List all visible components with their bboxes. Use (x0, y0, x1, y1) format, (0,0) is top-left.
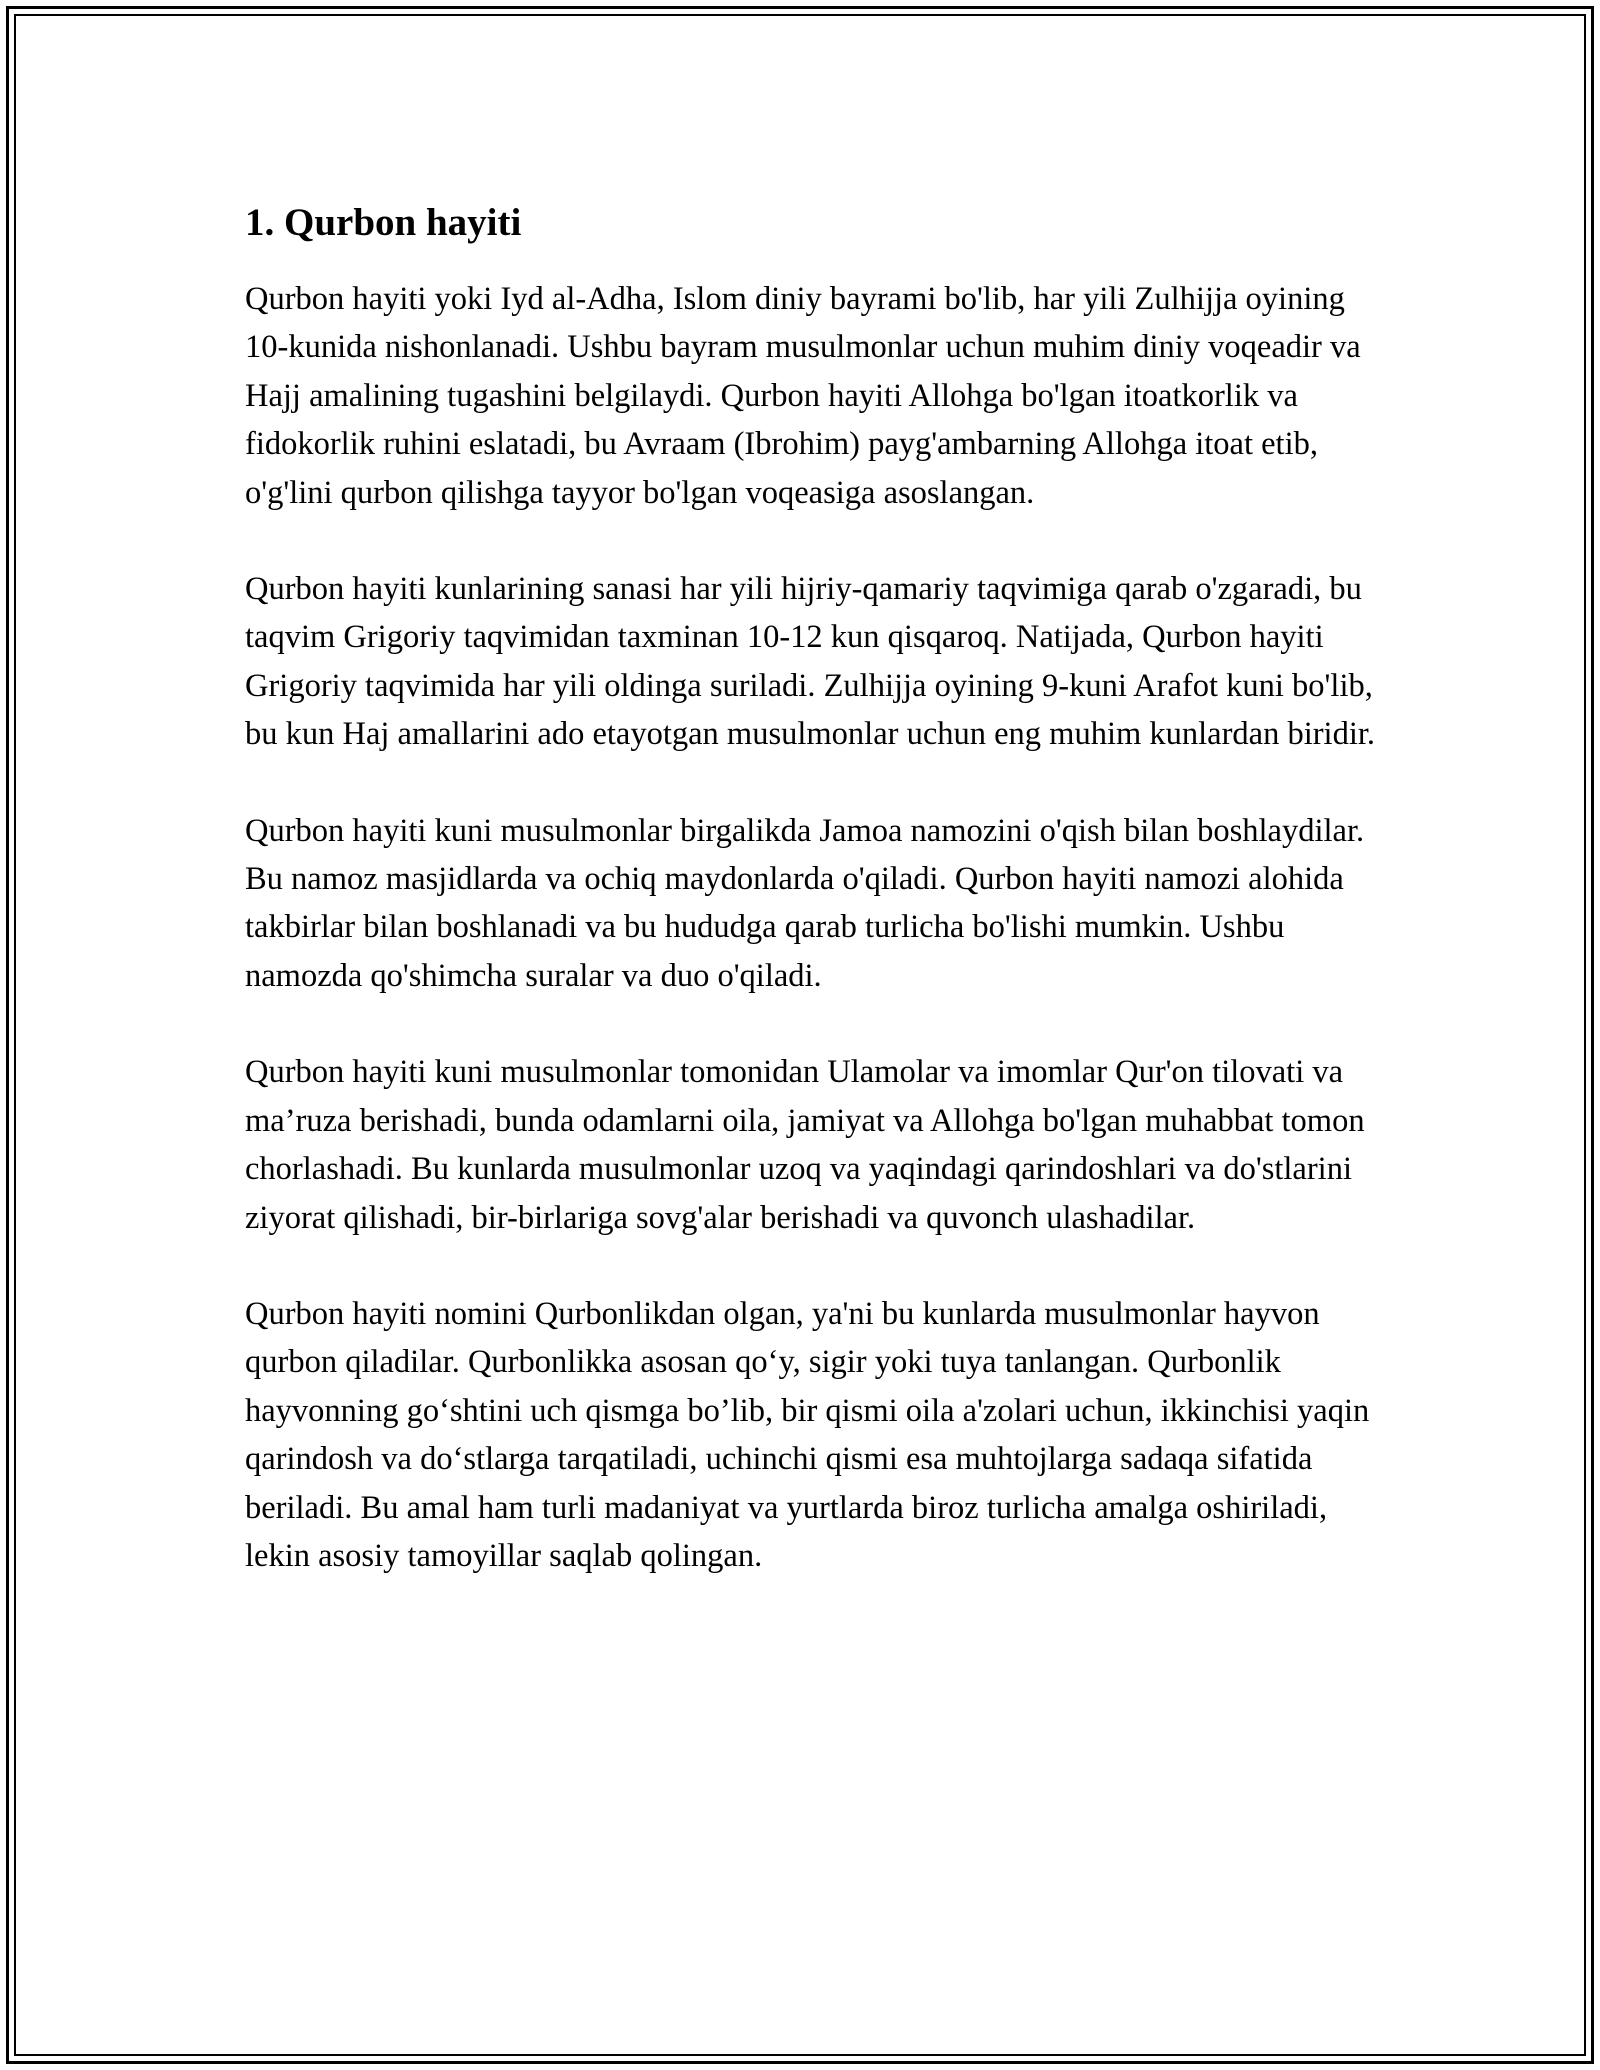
document-body (245, 195, 1395, 1628)
paragraph-1: Qurbon hayiti yoki Iyd al-Adha, Islom diniy bayrami bo'lib, har yili Zulhijja oyining 10-kunida nishonlanadi. Ushbu bayram musulmonlar uchun muhim diniy voqeadir va Hajj amalining tugashini belgilaydi. Qurbon hayiti Allohga bo'lgan itoatkorlik va fidokorlik ruhini eslatadi, bu Avraam (Ibrohim) payg'ambarning Allohga itoat etib, o'g'lini qurbon qilishga tayyor bo'lgan voqeasiga asoslangan. (245, 281, 1361, 511)
section-heading: 1. Qurbon hayiti (245, 201, 522, 244)
paragraph-4: Qurbon hayiti kuni musulmonlar tomonidan Ulamolar va imomlar Qur'on tilovati va ma’ruza berishadi, bunda odamlarni oila, jamiyat va Allohga bo'lgan muhabbat tomon chorlashadi. Bu kunlarda musulmonlar uzoq va yaqindagi qarindoshlari va do'stlarini ziyorat qilishadi, bir-birlariga sovg'alar berishadi va quvonch ulashadilar. (245, 1054, 1365, 1236)
paragraph-5: Qurbon hayiti nomini Qurbonlikdan olgan, ya'ni bu kunlarda musulmonlar hayvon qurbon qiladilar. Qurbonlikka asosan qo‘y, sigir yoki tuya tanlangan. Qurbonlik hayvonning go‘shtini uch qismga bo’lib, bir qismi oila a'zolari uchun, ikkinchisi yaqin qarindosh va do‘stlarga tarqatiladi, uchinchi qismi esa muhtojlarga sadaqa sifatida beriladi. Bu amal ham turli madaniyat va yurtlarda biroz turlicha amalga oshiriladi, lekin asosiy tamoyillar saqlab qolingan. (245, 1295, 1370, 1574)
document-page (6, 6, 1594, 2064)
paragraph-3: Qurbon hayiti kuni musulmonlar birgalikda Jamoa namozini o'qish bilan boshlaydilar. Bu namoz masjidlarda va ochiq maydonlarda o'qiladi. Qurbon hayiti namozi alohida takbirlar bilan boshlanadi va bu hududga qarab turlicha bo'lishi mumkin. Ushbu namozda qo'shimcha suralar va duo o'qiladi. (245, 812, 1365, 994)
paragraph-2: Qurbon hayiti kunlarining sanasi har yili hijriy-qamariy taqvimiga qarab o'zgaradi, bu taqvim Grigoriy taqvimidan taxminan 10-12 kun qisqaroq. Natijada, Qurbon hayiti Grigoriy taqvimida har yili oldinga suriladi. Zulhijja oyining 9-kuni Arafot kuni bo'lib, bu kun Haj amallarini ado etayotgan musulmonlar uchun eng muhim kunlardan biridir. (245, 571, 1376, 753)
